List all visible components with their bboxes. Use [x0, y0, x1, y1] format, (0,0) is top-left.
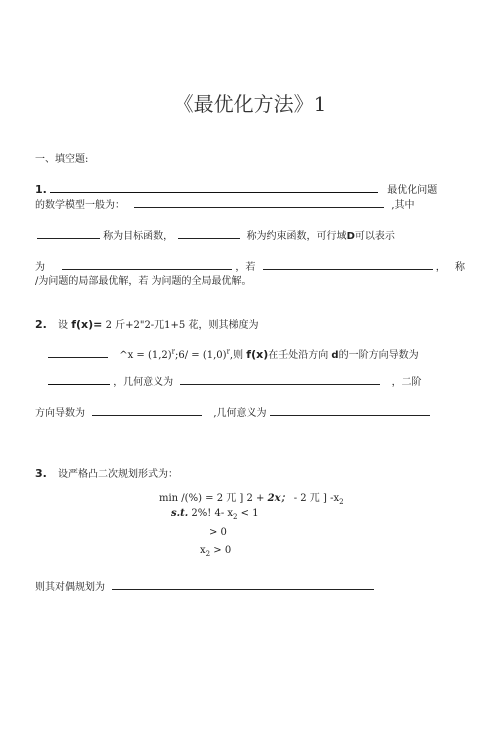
q2-fx: f(x)= [71, 318, 103, 331]
q1-line3 [37, 227, 395, 242]
q1-line5: /为问题的局部最优解，若 为问题的全局最优解。 [35, 276, 252, 287]
q1-line2 [35, 196, 415, 211]
q3-number: 3. [35, 467, 47, 480]
q1-line2-tail: ,其中 [391, 200, 415, 211]
q2-line4 [35, 404, 430, 419]
q3-c3-a: x [200, 545, 206, 556]
q3-constraint-2: > 0 [209, 527, 227, 538]
q3-obj-c: - 2 兀 ] -x [290, 493, 340, 504]
q1-blank-6 [263, 259, 433, 270]
q3-objective [159, 489, 344, 506]
q3-lead: 设严格凸二次规划形式为： [58, 469, 179, 480]
q1-line3-b: 称为约束函数，可行域 [246, 231, 347, 242]
q2-line1 [35, 316, 258, 331]
q1-blank-5 [62, 259, 232, 270]
section-heading: 一、填空题: [35, 154, 89, 165]
q3-c1-sub: 2 [233, 513, 238, 521]
q3-blank-dual [112, 579, 374, 590]
q1-line3-D: D [346, 231, 355, 242]
q3-c3-b: > 0 [210, 545, 232, 556]
q2-blank-2 [48, 374, 110, 385]
q2-number: 2. [35, 318, 47, 331]
q1-blank-4 [178, 228, 240, 239]
q1-line1 [35, 181, 437, 196]
q1-line4-a: 为 [35, 262, 45, 273]
q3-line1 [35, 465, 178, 480]
q2-line3-b: ，二阶 [391, 377, 422, 388]
q3-dual-lead: 则其对偶规划为 [35, 582, 105, 593]
q3-obj-a: min /(%) = 2 兀 ] 2 + [159, 493, 268, 504]
q2-line2-a: ^x = (1,2) [119, 350, 172, 361]
q2-blank-3 [180, 374, 380, 385]
q2-line2-d: 在壬处沿方向 [268, 350, 329, 361]
q3-constraint-1 [171, 508, 259, 521]
q1-line4 [35, 258, 465, 273]
q2-line3-a: ，几何意义为 [113, 377, 174, 388]
q3-obj-sub: 2 [339, 498, 344, 506]
q2-line2-dd: d [331, 350, 339, 361]
q2-line4-a: 方向导数为 [35, 408, 85, 419]
q2-line2-e: 的一阶方向导数为 [338, 350, 419, 361]
q1-line4-b: ，若 [235, 262, 256, 273]
q2-line2-sup1: r [171, 347, 176, 356]
page-title: 《最优化方法》1 [173, 92, 327, 116]
q2-line2-fx: f(x) [246, 348, 269, 361]
q2-tail: ，则其梯度为 [198, 320, 259, 331]
q3-constraint-3 [200, 545, 231, 558]
q2-lead: 设 [58, 320, 69, 331]
q2-line2-sup2: r [226, 347, 230, 356]
q1-number: 1. [35, 183, 47, 196]
q3-st-label: s.t. [171, 508, 189, 519]
q2-blank-1 [48, 347, 108, 358]
q3-obj-b: 2x； [267, 493, 291, 504]
q2-line4-b: ,几何意义为 [213, 408, 267, 419]
q3-c1-a: 2%! 4- x [188, 508, 234, 519]
q1-line4-d: 称 [455, 262, 465, 273]
q1-line3-a: 称为目标函数， [103, 231, 174, 242]
q1-blank-2 [134, 197, 384, 208]
q3-c3-sub: 2 [205, 550, 211, 558]
q3-c1-b: < 1 [237, 508, 259, 519]
q2-line3 [48, 373, 422, 388]
q2-blank-5 [270, 405, 430, 416]
q1-line4-c: ， [435, 262, 446, 273]
q2-line2 [48, 346, 419, 361]
q3-dual [35, 578, 374, 593]
q2-line2-b: ;6/ = (1,0) [175, 350, 227, 361]
q2-line2-c: ,则 [229, 350, 244, 361]
q1-line1-tail: 最优化问题 [387, 185, 438, 196]
q1-blank-1 [50, 182, 378, 193]
q2-expr: 2 斤+2"2-兀1+5 花 [105, 320, 199, 331]
q1-line2-lead: 的数学模型一般为： [35, 200, 125, 211]
q1-blank-3 [37, 228, 100, 239]
q1-line3-c: 可以表示 [354, 231, 395, 242]
q2-blank-4 [92, 405, 202, 416]
